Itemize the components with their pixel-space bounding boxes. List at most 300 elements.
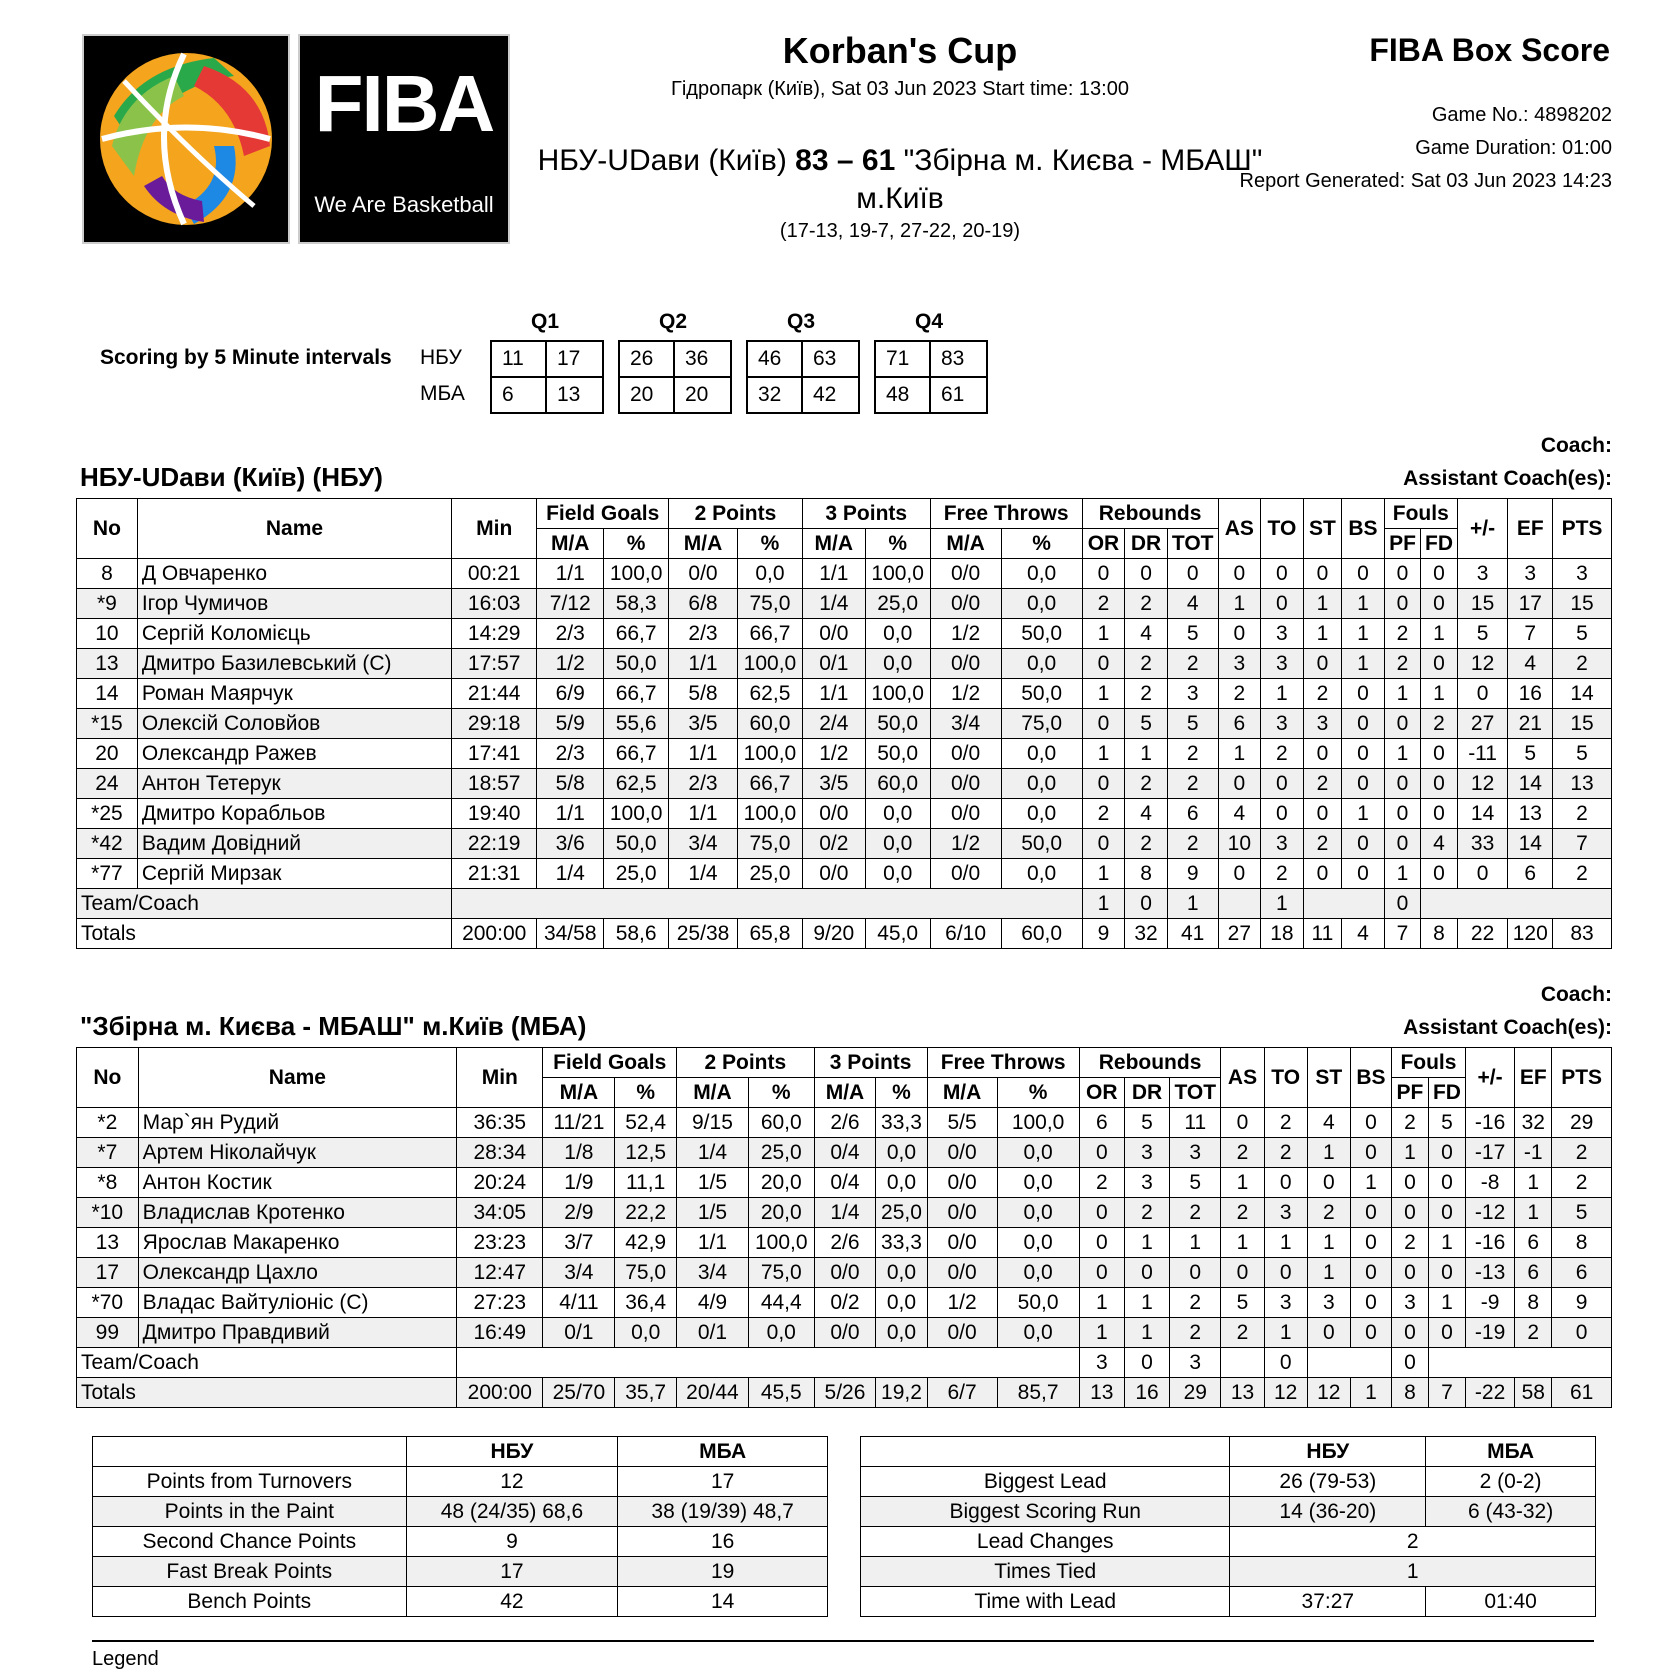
stat-cell: 7 bbox=[1553, 829, 1612, 859]
stat-cell: *42 bbox=[77, 829, 138, 859]
col-name: Name bbox=[138, 1048, 457, 1108]
col-3-points: 3 Points bbox=[802, 499, 930, 529]
header-row bbox=[77, 499, 1612, 529]
player-row bbox=[77, 1288, 1612, 1318]
col-pct: % bbox=[997, 1078, 1079, 1108]
player-name: Роман Маярчук bbox=[137, 679, 451, 709]
stat-cell: -19 bbox=[1465, 1318, 1514, 1348]
legend-divider bbox=[92, 1640, 1594, 1642]
summary-header-row bbox=[861, 1437, 1596, 1467]
stat-cell: 3 bbox=[1391, 1288, 1428, 1318]
stat-cell: 0/1 bbox=[543, 1318, 615, 1348]
stat-cell: 75,0 bbox=[738, 829, 803, 859]
stat-cell: 0,0 bbox=[997, 1168, 1079, 1198]
col-bs: BS bbox=[1342, 499, 1385, 559]
stat-cell: 36,4 bbox=[615, 1288, 677, 1318]
stat-cell: 1 bbox=[1221, 1228, 1264, 1258]
stat-cell: 14:29 bbox=[452, 619, 537, 649]
stat-cell: 25,0 bbox=[748, 1138, 814, 1168]
col-fouls: Fouls bbox=[1384, 499, 1457, 529]
stat-cell: 5 bbox=[1221, 1288, 1264, 1318]
stat-cell: 3 bbox=[1457, 559, 1508, 589]
stat-cell: 1/4 bbox=[802, 589, 865, 619]
total-cell: 12 bbox=[1307, 1378, 1350, 1408]
stat-cell: 0 bbox=[1421, 649, 1457, 679]
col-ma: M/A bbox=[927, 1078, 997, 1108]
away-assistant-label: Assistant Coach(es): bbox=[1403, 1016, 1612, 1039]
stat-cell: 22:19 bbox=[452, 829, 537, 859]
stat-cell: 66,7 bbox=[604, 619, 669, 649]
stat-cell: 2 bbox=[1391, 1108, 1428, 1138]
stat-cell: 1/2 bbox=[930, 619, 1001, 649]
player-name: Олексій Соловйов bbox=[137, 709, 451, 739]
total-cell: 34/58 bbox=[537, 919, 604, 949]
stat-cell: 6/9 bbox=[537, 679, 604, 709]
stat-cell: 3/4 bbox=[676, 1258, 748, 1288]
empty-cell bbox=[93, 1437, 407, 1467]
stat-cell: 6 bbox=[1079, 1108, 1124, 1138]
stat-cell: 1/4 bbox=[814, 1198, 876, 1228]
stat-cell: 0 bbox=[1342, 679, 1385, 709]
totals-label: Totals bbox=[77, 919, 452, 949]
stat-cell: 4/9 bbox=[676, 1288, 748, 1318]
col-as: AS bbox=[1221, 1048, 1264, 1108]
stat-cell: -11 bbox=[1457, 739, 1508, 769]
stat-cell: 1/2 bbox=[802, 739, 865, 769]
stat-cell: 0 bbox=[1384, 769, 1420, 799]
logo-tagline: We Are Basketball bbox=[314, 192, 494, 217]
stat-cell: 0 bbox=[1384, 799, 1420, 829]
stat-cell: 1/1 bbox=[802, 559, 865, 589]
stat-cell: 2 bbox=[1307, 1198, 1350, 1228]
col-st: ST bbox=[1303, 499, 1342, 559]
stat-cell: 0 bbox=[1218, 559, 1261, 589]
stat-cell: 5/8 bbox=[669, 679, 738, 709]
stat-cell: 3/5 bbox=[802, 769, 865, 799]
summary-value-home: 26 (79-53) bbox=[1230, 1467, 1426, 1497]
team-to: 1 bbox=[1261, 889, 1304, 919]
stat-cell: 8 bbox=[1125, 859, 1168, 889]
stat-cell: 66,7 bbox=[738, 769, 803, 799]
total-cell: 58,6 bbox=[604, 919, 669, 949]
stat-cell: 100,0 bbox=[865, 559, 930, 589]
stat-cell: 0 bbox=[1428, 1258, 1465, 1288]
stat-cell: 100,0 bbox=[604, 799, 669, 829]
total-cell: 9 bbox=[1082, 919, 1125, 949]
stat-cell: 0/2 bbox=[814, 1288, 876, 1318]
player-row bbox=[77, 769, 1612, 799]
col-2-points: 2 Points bbox=[669, 499, 803, 529]
stat-cell: 2 bbox=[1303, 679, 1342, 709]
stat-cell: 0 bbox=[1350, 1258, 1391, 1288]
stat-cell: 8 bbox=[1552, 1228, 1612, 1258]
col-name: Name bbox=[137, 499, 451, 559]
home-team-name: НБУ-UDави (Київ) bbox=[537, 144, 787, 177]
stat-cell: 3/7 bbox=[543, 1228, 615, 1258]
stat-cell: 1 bbox=[1221, 1168, 1264, 1198]
stat-cell: 0,0 bbox=[997, 1258, 1079, 1288]
stat-cell: 0 bbox=[1428, 1198, 1465, 1228]
col-fd: FD bbox=[1421, 529, 1457, 559]
stat-cell: 34:05 bbox=[457, 1198, 543, 1228]
stat-cell: 1/4 bbox=[669, 859, 738, 889]
stat-cell: 75,0 bbox=[738, 589, 803, 619]
col-pct: % bbox=[876, 1078, 927, 1108]
stat-cell: 2 bbox=[1384, 619, 1420, 649]
stat-cell: 0 bbox=[1342, 829, 1385, 859]
stat-cell: 0 bbox=[1421, 559, 1457, 589]
stat-cell: 3 bbox=[1264, 1288, 1307, 1318]
summary-value-away: 17 bbox=[618, 1467, 828, 1497]
col-as: AS bbox=[1218, 499, 1261, 559]
stat-cell: 0 bbox=[1384, 829, 1420, 859]
stat-cell: 1 bbox=[1421, 619, 1457, 649]
stat-cell: 5/9 bbox=[537, 709, 604, 739]
stat-cell: 2 bbox=[1125, 649, 1168, 679]
stat-cell: 0 bbox=[1421, 799, 1457, 829]
stat-cell: 2 bbox=[1167, 829, 1218, 859]
stat-cell: 0 bbox=[1264, 1258, 1307, 1288]
intervals-label: Scoring by 5 Minute intervals bbox=[100, 346, 392, 369]
stat-cell: 0 bbox=[1079, 1228, 1124, 1258]
stat-cell: *2 bbox=[77, 1108, 139, 1138]
stat-cell: 13 bbox=[77, 649, 138, 679]
home-coach-label: Coach: bbox=[1540, 434, 1612, 457]
total-cell: 45,5 bbox=[748, 1378, 814, 1408]
stat-cell: 100,0 bbox=[997, 1108, 1079, 1138]
stat-cell: 13 bbox=[77, 1228, 139, 1258]
total-cell: 20/44 bbox=[676, 1378, 748, 1408]
stat-cell: 3 bbox=[1261, 649, 1304, 679]
total-cell: 1 bbox=[1350, 1378, 1391, 1408]
stat-cell: 0 bbox=[1421, 739, 1457, 769]
stat-cell: 2 bbox=[1082, 799, 1125, 829]
stat-cell: 0 bbox=[1079, 1258, 1124, 1288]
summary-value-away: 01:40 bbox=[1426, 1587, 1596, 1617]
stat-cell: 0 bbox=[1421, 589, 1457, 619]
player-row bbox=[77, 1318, 1612, 1348]
stat-cell: 2/6 bbox=[814, 1228, 876, 1258]
stat-cell: 5 bbox=[1167, 619, 1218, 649]
stat-cell: 1 bbox=[1342, 619, 1385, 649]
fiba-wordmark-logo bbox=[298, 34, 510, 244]
col-min: Min bbox=[452, 499, 537, 559]
stat-cell: 2 bbox=[1261, 739, 1304, 769]
stat-cell: 0 bbox=[1124, 1258, 1169, 1288]
stat-cell: 0/0 bbox=[802, 859, 865, 889]
stat-cell: 0/0 bbox=[930, 859, 1001, 889]
stat-cell: 0,0 bbox=[865, 859, 930, 889]
stat-cell: 0/0 bbox=[930, 739, 1001, 769]
stat-cell: 2 bbox=[1384, 649, 1420, 679]
stat-cell: 25,0 bbox=[738, 859, 803, 889]
player-name: Ігор Чумичов bbox=[137, 589, 451, 619]
stat-cell: 5 bbox=[1167, 709, 1218, 739]
stat-cell: 1 bbox=[1342, 589, 1385, 619]
stat-cell: 0,0 bbox=[1001, 559, 1082, 589]
stat-cell: 3/5 bbox=[669, 709, 738, 739]
summary-header-row bbox=[93, 1437, 828, 1467]
stat-cell: 75,0 bbox=[615, 1258, 677, 1288]
away-team-title: "Збірна м. Києва - МБАШ" м.Київ (МБА) bbox=[80, 1011, 587, 1041]
stat-cell: 11,1 bbox=[615, 1168, 677, 1198]
stat-cell: 18:57 bbox=[452, 769, 537, 799]
stat-cell: 1/1 bbox=[676, 1228, 748, 1258]
stat-cell: 2 bbox=[1170, 1288, 1221, 1318]
stat-cell: 25,0 bbox=[604, 859, 669, 889]
stat-cell: 1 bbox=[1082, 679, 1125, 709]
total-cell: 11 bbox=[1303, 919, 1342, 949]
q4-away-b: 61 bbox=[941, 383, 965, 406]
stat-cell: 1 bbox=[1515, 1198, 1552, 1228]
empty-cell bbox=[1218, 889, 1261, 919]
q2-home-box bbox=[618, 340, 732, 378]
stat-cell: 3 bbox=[1303, 709, 1342, 739]
stat-cell: *77 bbox=[77, 859, 138, 889]
col-rebounds: Rebounds bbox=[1079, 1048, 1221, 1078]
total-cell: -22 bbox=[1465, 1378, 1514, 1408]
stat-cell: -1 bbox=[1515, 1138, 1552, 1168]
stat-cell: 1/9 bbox=[543, 1168, 615, 1198]
col-to: TO bbox=[1264, 1048, 1307, 1108]
stat-cell: 0/4 bbox=[814, 1168, 876, 1198]
q1-home-b: 17 bbox=[557, 347, 581, 370]
stat-cell: 2 bbox=[1125, 769, 1168, 799]
q2-away-a: 20 bbox=[620, 378, 675, 412]
stat-cell: 33 bbox=[1457, 829, 1508, 859]
player-name: Ярослав Макаренко bbox=[138, 1228, 457, 1258]
col-ma: M/A bbox=[930, 529, 1001, 559]
stat-cell: 17:41 bbox=[452, 739, 537, 769]
stat-cell: 4 bbox=[1125, 619, 1168, 649]
stat-cell: 3 bbox=[1218, 649, 1261, 679]
stat-cell: 16:03 bbox=[452, 589, 537, 619]
stat-cell: 1/4 bbox=[676, 1138, 748, 1168]
summary-label: Lead Changes bbox=[861, 1527, 1230, 1557]
team-tot: 3 bbox=[1170, 1348, 1221, 1378]
stat-cell: 42,9 bbox=[615, 1228, 677, 1258]
stat-cell: 100,0 bbox=[738, 739, 803, 769]
player-name: Дмитро Базилевський (C) bbox=[137, 649, 451, 679]
report-generated: Report Generated: Sat 03 Jun 2023 14:23 bbox=[1239, 170, 1612, 192]
totals-row bbox=[77, 1378, 1612, 1408]
stat-cell: 0,0 bbox=[1001, 739, 1082, 769]
col-dr: DR bbox=[1124, 1078, 1169, 1108]
stat-cell: 0 bbox=[1391, 1258, 1428, 1288]
col-tot: TOT bbox=[1170, 1078, 1221, 1108]
stat-cell: 0 bbox=[1303, 859, 1342, 889]
total-cell: 5/26 bbox=[814, 1378, 876, 1408]
stat-cell: 29:18 bbox=[452, 709, 537, 739]
total-cell: 16 bbox=[1124, 1378, 1169, 1408]
stat-cell: 5 bbox=[1552, 1198, 1612, 1228]
stat-cell: 3 bbox=[1170, 1138, 1221, 1168]
team-dr: 0 bbox=[1124, 1348, 1169, 1378]
stat-cell: 0,0 bbox=[1001, 769, 1082, 799]
stat-cell: 0,0 bbox=[748, 1318, 814, 1348]
game-duration: Game Duration: 01:00 bbox=[1415, 137, 1612, 159]
stat-cell: 10 bbox=[77, 619, 138, 649]
away-team-name: "Збірна м. Києва - МБАШ" bbox=[903, 144, 1263, 177]
summary-label: Fast Break Points bbox=[93, 1557, 407, 1587]
stat-cell: 0 bbox=[1082, 769, 1125, 799]
stat-cell: 0,0 bbox=[876, 1168, 927, 1198]
q2-home-b: 36 bbox=[685, 347, 709, 370]
stat-cell: 2 bbox=[1170, 1198, 1221, 1228]
stat-cell: 1 bbox=[1124, 1318, 1169, 1348]
col-free-throws: Free Throws bbox=[930, 499, 1082, 529]
stat-cell: -17 bbox=[1465, 1138, 1514, 1168]
stat-cell: 28:34 bbox=[457, 1138, 543, 1168]
col-field-goals: Field Goals bbox=[537, 499, 669, 529]
stat-cell: 3/6 bbox=[537, 829, 604, 859]
away-team-city: м.Київ bbox=[856, 182, 944, 215]
stat-cell: 2 bbox=[1221, 1318, 1264, 1348]
interval-team-away: МБА bbox=[420, 382, 465, 405]
stat-cell: 0 bbox=[1303, 649, 1342, 679]
q1-away-a: 6 bbox=[492, 378, 547, 412]
stat-cell: 3/4 bbox=[669, 829, 738, 859]
stat-cell: 7/12 bbox=[537, 589, 604, 619]
col-ma: M/A bbox=[537, 529, 604, 559]
col-bs: BS bbox=[1350, 1048, 1391, 1108]
total-cell: 29 bbox=[1170, 1378, 1221, 1408]
stat-cell: 16 bbox=[1508, 679, 1553, 709]
total-cell: 12 bbox=[1264, 1378, 1307, 1408]
stat-cell: 0 bbox=[1428, 1318, 1465, 1348]
team-or: 3 bbox=[1079, 1348, 1124, 1378]
home-team-title: НБУ-UDави (Київ) (НБУ) bbox=[80, 462, 383, 492]
stat-cell: 22,2 bbox=[615, 1198, 677, 1228]
summary-value-away: 14 bbox=[618, 1587, 828, 1617]
stat-cell: 2 bbox=[1125, 589, 1168, 619]
col-pct: % bbox=[738, 529, 803, 559]
stat-cell: 0,0 bbox=[738, 559, 803, 589]
stat-cell: 1/2 bbox=[927, 1288, 997, 1318]
stat-cell: 3 bbox=[1307, 1288, 1350, 1318]
player-name: Мар`ян Рудий bbox=[138, 1108, 457, 1138]
empty-cell bbox=[1428, 1348, 1611, 1378]
player-row bbox=[77, 589, 1612, 619]
stat-cell: -13 bbox=[1465, 1258, 1514, 1288]
stat-cell: 2 bbox=[1552, 1138, 1612, 1168]
player-name: Антон Костик bbox=[138, 1168, 457, 1198]
summary-row bbox=[93, 1527, 828, 1557]
total-cell: 7 bbox=[1384, 919, 1420, 949]
stat-cell: 0 bbox=[1303, 559, 1342, 589]
total-cell: 61 bbox=[1552, 1378, 1612, 1408]
stat-cell: 50,0 bbox=[865, 709, 930, 739]
stat-cell: 0/1 bbox=[676, 1318, 748, 1348]
stat-cell: 50,0 bbox=[1001, 619, 1082, 649]
stat-cell: 0 bbox=[1342, 769, 1385, 799]
stat-cell: 50,0 bbox=[997, 1288, 1079, 1318]
stat-cell: 5 bbox=[1124, 1108, 1169, 1138]
stat-cell: 1/5 bbox=[676, 1168, 748, 1198]
away-coach-label: Coach: bbox=[1540, 983, 1612, 1006]
stat-cell: 2 bbox=[1261, 859, 1304, 889]
stat-cell: 0 bbox=[1391, 1168, 1428, 1198]
col-ma: M/A bbox=[669, 529, 738, 559]
stat-cell: 4 bbox=[1421, 829, 1457, 859]
stat-cell: 0 bbox=[1342, 709, 1385, 739]
stat-cell: 0/0 bbox=[669, 559, 738, 589]
stat-cell: 15 bbox=[1553, 589, 1612, 619]
summary-value-home: 42 bbox=[406, 1587, 618, 1617]
summary-value-home: 37:27 bbox=[1230, 1587, 1426, 1617]
stat-cell: 0 bbox=[1391, 1318, 1428, 1348]
stat-cell: 3 bbox=[1264, 1198, 1307, 1228]
q3-home-box bbox=[746, 340, 860, 378]
stat-cell: 2 bbox=[1264, 1138, 1307, 1168]
stat-cell: 2/3 bbox=[537, 619, 604, 649]
total-cell: 32 bbox=[1125, 919, 1168, 949]
stat-cell: 0 bbox=[1082, 709, 1125, 739]
col-pct: % bbox=[748, 1078, 814, 1108]
stat-cell: 1 bbox=[1307, 1138, 1350, 1168]
stat-cell: 1 bbox=[1342, 649, 1385, 679]
player-row bbox=[77, 679, 1612, 709]
stat-cell: 55,6 bbox=[604, 709, 669, 739]
player-name: Д Овчаренко bbox=[137, 559, 451, 589]
stat-cell: 2 bbox=[1124, 1198, 1169, 1228]
stat-cell: 12 bbox=[1457, 769, 1508, 799]
stat-cell: -16 bbox=[1465, 1108, 1514, 1138]
stat-cell: 3 bbox=[1124, 1138, 1169, 1168]
total-cell: 65,8 bbox=[738, 919, 803, 949]
total-cell: 4 bbox=[1342, 919, 1385, 949]
stat-cell: 1 bbox=[1428, 1228, 1465, 1258]
stat-cell: 17 bbox=[1508, 589, 1553, 619]
stat-cell: -9 bbox=[1465, 1288, 1514, 1318]
col-no: No bbox=[77, 499, 138, 559]
player-row bbox=[77, 559, 1612, 589]
stat-cell: 0 bbox=[1342, 559, 1385, 589]
stat-cell: 0,0 bbox=[865, 649, 930, 679]
q3-home-b: 63 bbox=[813, 347, 837, 370]
stat-cell: 0 bbox=[1261, 799, 1304, 829]
total-cell: 60,0 bbox=[1001, 919, 1082, 949]
col-pct: % bbox=[615, 1078, 677, 1108]
q1-header: Q1 bbox=[530, 310, 559, 333]
stat-cell: 50,0 bbox=[604, 649, 669, 679]
summary-value-away: 19 bbox=[618, 1557, 828, 1587]
team-coach-row bbox=[77, 889, 1612, 919]
col-or: OR bbox=[1079, 1078, 1124, 1108]
col-pts: PTS bbox=[1552, 1048, 1612, 1108]
stat-cell: 62,5 bbox=[738, 679, 803, 709]
total-cell: 18 bbox=[1261, 919, 1304, 949]
stat-cell: 9/15 bbox=[676, 1108, 748, 1138]
player-name: Олександр Цахло bbox=[138, 1258, 457, 1288]
stat-cell: 15 bbox=[1553, 709, 1612, 739]
stat-cell: 27 bbox=[1457, 709, 1508, 739]
stat-cell: 44,4 bbox=[748, 1288, 814, 1318]
stat-cell: 0/0 bbox=[814, 1258, 876, 1288]
stat-cell: 0/0 bbox=[802, 799, 865, 829]
team-coach-label: Team/Coach bbox=[77, 889, 452, 919]
stat-cell: *70 bbox=[77, 1288, 139, 1318]
team-coach-row bbox=[77, 1348, 1612, 1378]
stat-cell: 5 bbox=[1508, 739, 1553, 769]
player-row bbox=[77, 1258, 1612, 1288]
stat-cell: 66,7 bbox=[738, 619, 803, 649]
col-ef: EF bbox=[1515, 1048, 1552, 1108]
stat-cell: 0/4 bbox=[814, 1138, 876, 1168]
team-coach-label: Team/Coach bbox=[77, 1348, 457, 1378]
total-cell: 8 bbox=[1391, 1378, 1428, 1408]
competition-title: Korban's Cup bbox=[782, 30, 1018, 71]
